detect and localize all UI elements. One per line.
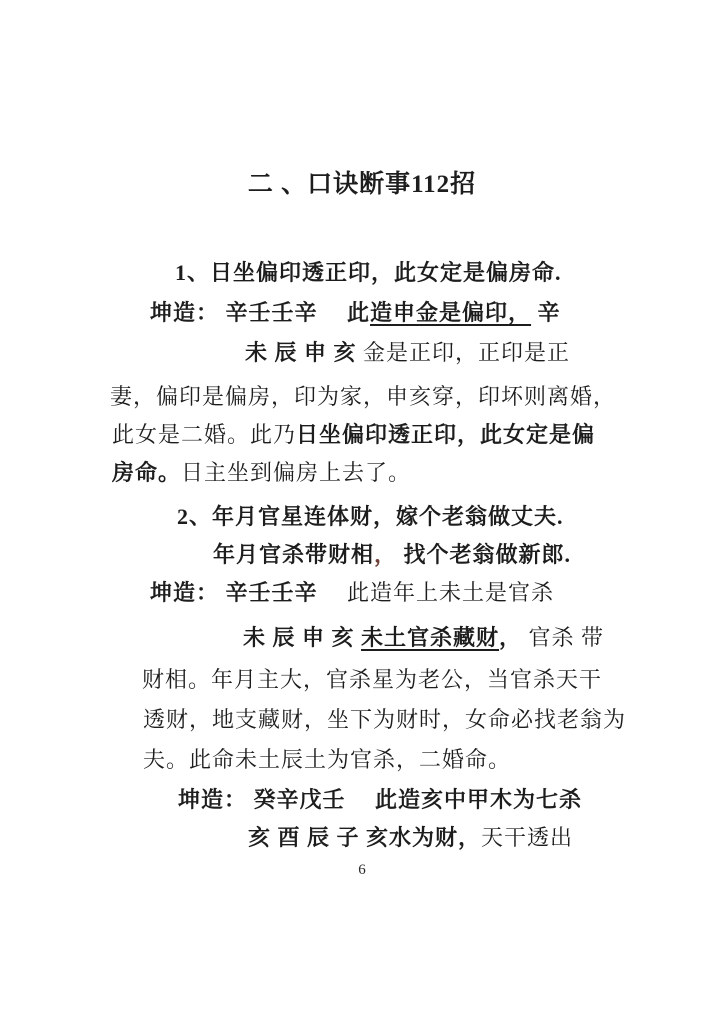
text-segment: 2、年月官星连体财，嫁个老翁做丈夫.: [177, 504, 564, 529]
text-segment: 未 辰 申 亥: [243, 625, 362, 650]
text-line: [112, 458, 411, 488]
text-line: [177, 502, 564, 532]
text-segment: 造申金是偏印: [370, 300, 509, 325]
text-segment: 金是正印，正印是正: [363, 340, 571, 365]
text-line: [245, 338, 570, 368]
text-segment: ，: [508, 300, 532, 325]
text-segment: 辛: [531, 300, 561, 325]
text-segment: ，: [374, 542, 398, 567]
text-line: [175, 258, 562, 288]
text-segment: 夫。此命未土辰土为官杀，二婚命。: [143, 747, 512, 772]
text-segment: 亥 酉 辰 子 亥水为财，: [248, 825, 482, 850]
page-title: 二 、口诀断事112招: [247, 171, 477, 198]
text-segment: 财相。年月主大，官杀星为老公，当官杀天干: [142, 667, 603, 692]
text-line: [142, 665, 602, 695]
text-segment: ，: [499, 625, 523, 650]
text-segment: 找个老翁做新郎.: [397, 542, 572, 567]
text-segment: 坤造： 辛壬壬辛 此: [150, 300, 371, 325]
text-line: [110, 382, 616, 412]
text-segment: 透财，地支藏财，坐下为财时，女命必找老翁为: [143, 707, 627, 732]
text-line: [213, 540, 571, 570]
text-segment: 妻，偏印是偏房，印为家，申亥穿，印坏则离婚，: [110, 384, 617, 409]
text-segment: 此女是二婚。此乃: [112, 422, 297, 447]
text-line: [143, 745, 511, 775]
text-segment: 未土官杀藏财: [361, 625, 500, 650]
text-segment: 1、日坐偏印透正印，此女定是偏房命.: [175, 260, 562, 285]
page-number: 6: [358, 862, 366, 878]
text-line: [143, 705, 626, 735]
text-line: [150, 578, 554, 608]
text-line: [112, 420, 595, 450]
text-segment: 官杀 带: [522, 625, 605, 650]
text-line: [178, 785, 582, 815]
text-segment: 日主坐到偏房上去了。: [181, 460, 412, 485]
text-line: [248, 823, 573, 853]
text-segment: 坤造： 辛壬壬辛: [150, 580, 318, 605]
text-segment: 天干透出: [481, 825, 574, 850]
text-segment: 坤造： 癸辛戊壬 此造亥中甲木为七杀: [178, 787, 583, 812]
text-segment: 此造年上未土是官杀: [317, 580, 555, 605]
text-line: [150, 298, 561, 328]
text-segment: 房命。: [112, 460, 182, 485]
text-line: [243, 623, 604, 653]
text-segment: 未 辰 申 亥: [245, 340, 364, 365]
text-segment: 年月官杀带财相: [213, 542, 375, 567]
text-segment: 日坐偏印透正印，此女定是偏: [296, 422, 596, 447]
